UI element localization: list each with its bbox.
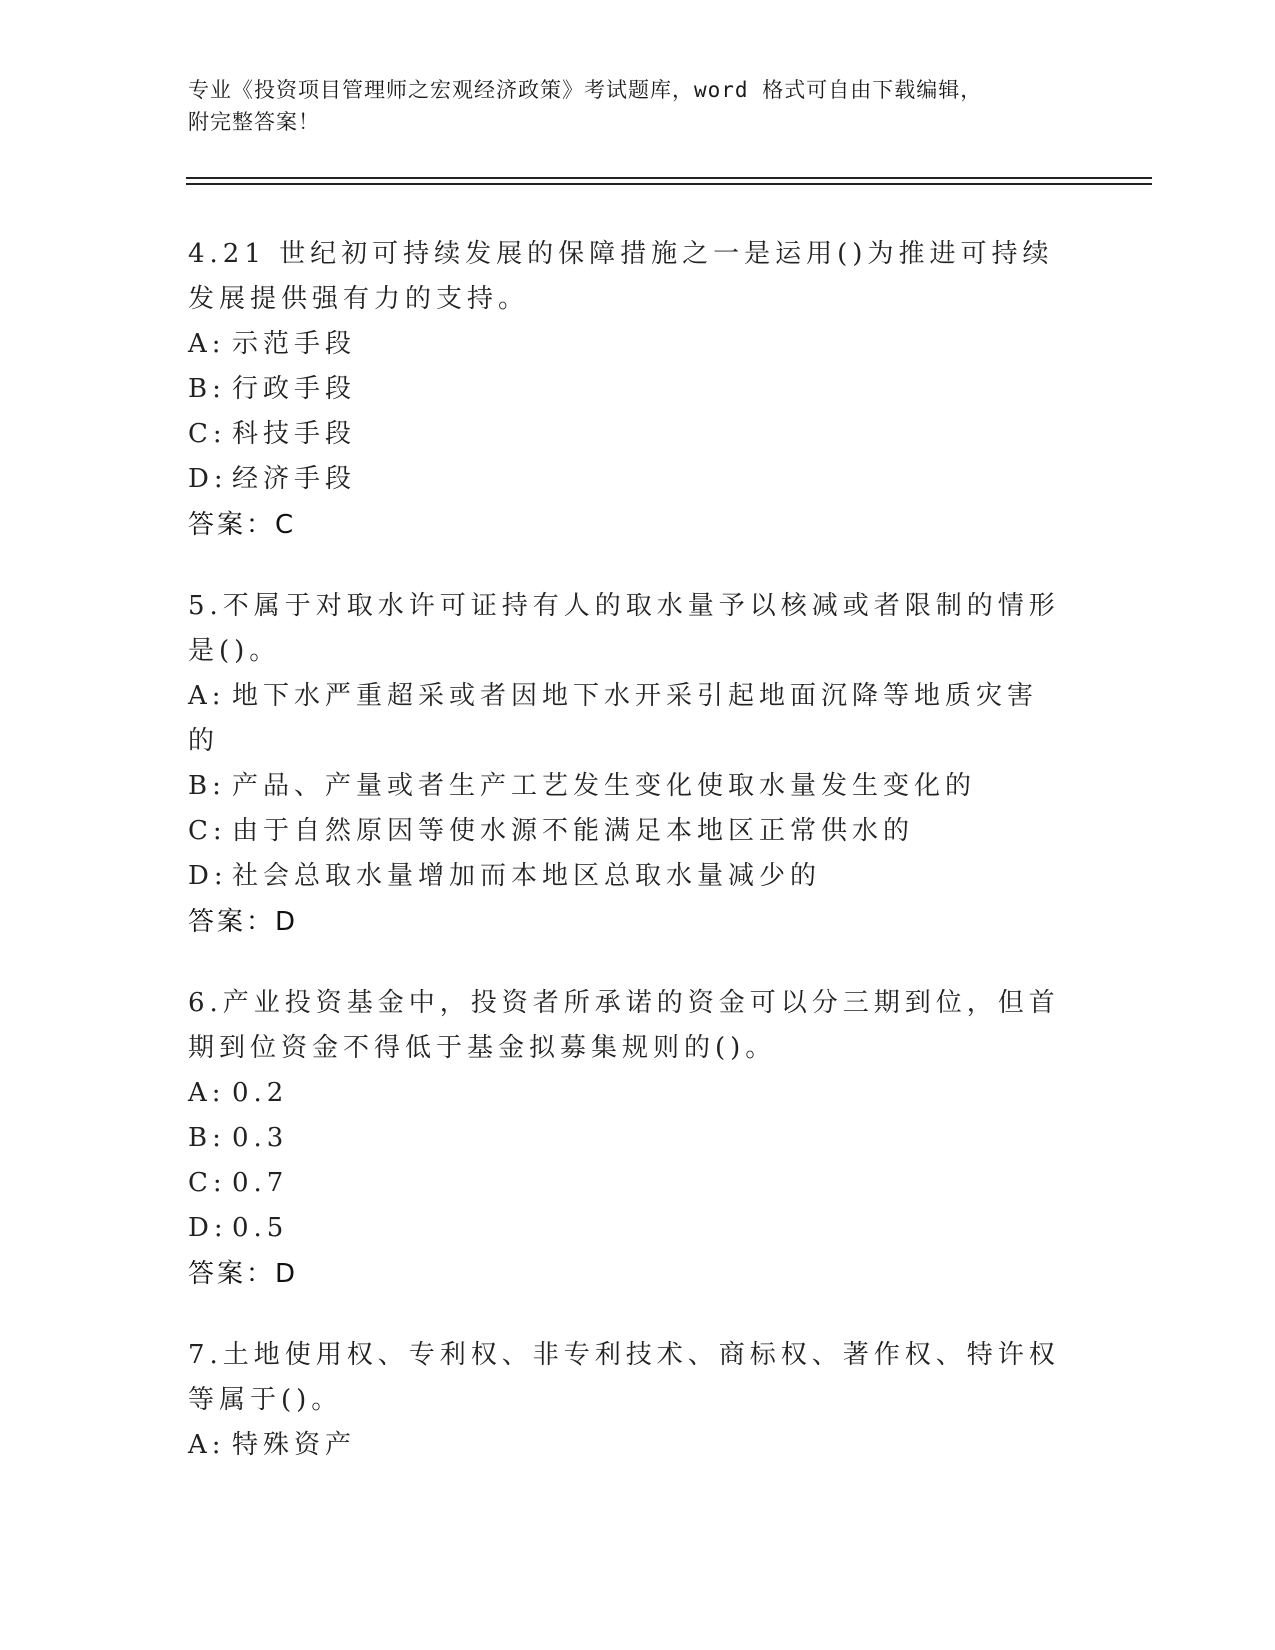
question-list xyxy=(188,232,1068,1504)
option-key: A: xyxy=(188,681,226,711)
option-text: 地下水严重超采或者因地下水开采引起地面沉降等地质灾害的 xyxy=(188,681,1039,756)
option-key: C: xyxy=(188,816,227,846)
option-a xyxy=(188,1071,1068,1116)
option-c xyxy=(188,809,1068,854)
option-text: 经济手段 xyxy=(232,464,357,494)
question-7 xyxy=(188,1333,1068,1468)
header-divider-top xyxy=(186,177,1152,179)
answer-value: D xyxy=(275,907,299,937)
question-4 xyxy=(188,232,1068,548)
option-key: D: xyxy=(188,1213,228,1243)
option-a xyxy=(188,1423,1068,1468)
option-text: 0.7 xyxy=(232,1168,289,1198)
option-key: B: xyxy=(188,374,226,404)
option-d xyxy=(188,457,1068,502)
option-text: 产品、产量或者生产工艺发生变化使取水量发生变化的 xyxy=(232,771,977,801)
option-key: A: xyxy=(188,1078,226,1108)
question-text: 7.土地使用权、专利权、非专利技术、商标权、著作权、特许权等属于()。 xyxy=(188,1340,1060,1415)
answer-value: C xyxy=(275,510,297,540)
answer-label: 答案： xyxy=(188,510,276,540)
option-a xyxy=(188,674,1068,764)
option-text: 0.2 xyxy=(232,1078,289,1108)
option-key: D: xyxy=(188,861,228,891)
question-text: 6.产业投资基金中，投资者所承诺的资金可以分三期到位，但首期到位资金不得低于基金拟募集规则的()。 xyxy=(188,988,1060,1063)
answer-label: 答案： xyxy=(188,1259,276,1289)
option-text: 社会总取水量增加而本地区总取水量减少的 xyxy=(232,861,822,891)
option-key: A: xyxy=(188,329,226,359)
option-text: 科技手段 xyxy=(232,419,357,449)
option-key: B: xyxy=(188,771,226,801)
header-divider-bottom xyxy=(186,183,1152,185)
answer-line xyxy=(188,899,1068,945)
option-text: 0.3 xyxy=(232,1123,289,1153)
option-text: 特殊资产 xyxy=(232,1430,357,1460)
option-a xyxy=(188,322,1068,367)
option-text: 0.5 xyxy=(232,1213,289,1243)
question-5 xyxy=(188,584,1068,945)
option-d xyxy=(188,1206,1068,1251)
option-key: C: xyxy=(188,419,227,449)
question-text: 4.21 世纪初可持续发展的保障措施之一是运用()为推进可持续发展提供强有力的支持。 xyxy=(188,239,1054,314)
answer-value: D xyxy=(275,1259,299,1289)
option-key: B: xyxy=(188,1123,226,1153)
header-line-1: 专业《投资项目管理师之宏观经济政策》考试题库，word 格式可自由下载编辑， xyxy=(188,78,983,102)
answer-line xyxy=(188,502,1068,548)
header-line-2: 附完整答案！ xyxy=(188,110,320,134)
option-text: 行政手段 xyxy=(232,374,357,404)
option-c xyxy=(188,1161,1068,1206)
option-c xyxy=(188,412,1068,457)
option-d xyxy=(188,854,1068,899)
document-header xyxy=(188,74,1088,138)
question-text: 5.不属于对取水许可证持有人的取水量予以核减或者限制的情形是()。 xyxy=(188,591,1060,666)
option-b xyxy=(188,764,1068,809)
option-key: C: xyxy=(188,1168,227,1198)
option-key: A: xyxy=(188,1430,226,1460)
answer-label: 答案： xyxy=(188,907,276,937)
option-text: 示范手段 xyxy=(232,329,357,359)
option-b xyxy=(188,367,1068,412)
option-b xyxy=(188,1116,1068,1161)
option-text: 由于自然原因等使水源不能满足本地区正常供水的 xyxy=(232,816,915,846)
answer-line xyxy=(188,1251,1068,1297)
question-6 xyxy=(188,981,1068,1297)
option-key: D: xyxy=(188,464,228,494)
